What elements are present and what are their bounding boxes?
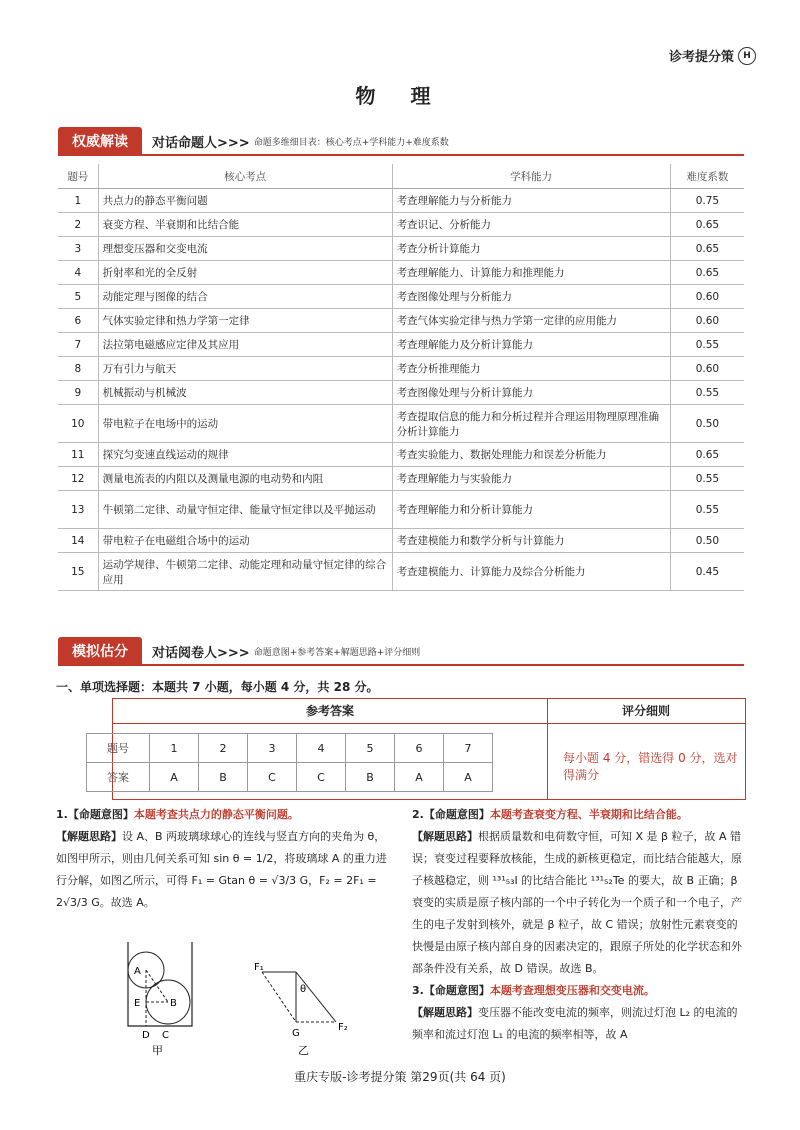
core-topic: 法拉第电磁感应定律及其应用	[98, 333, 392, 357]
label-a: A	[134, 966, 141, 977]
label-c: C	[162, 1030, 169, 1041]
table-row	[87, 763, 493, 792]
subject-ability: 考查建模能力和数学分析与计算能力	[392, 529, 670, 553]
subject-ability: 考查理解能力与分析能力	[392, 189, 670, 213]
subject-ability: 考查提取信息的能力和分析过程并合理运用物理原理准确分析计算能力	[392, 405, 670, 443]
table-row	[58, 467, 744, 491]
question-number: 2	[199, 734, 248, 763]
question-number: 5	[346, 734, 395, 763]
col-header: 核心考点	[98, 164, 392, 189]
figure-yi	[250, 940, 360, 1058]
figure-jia	[110, 940, 210, 1058]
question-number: 3	[248, 734, 297, 763]
q1-intent: 本题考查共点力的静态平衡问题。	[133, 808, 299, 821]
question-number: 11	[58, 443, 98, 467]
answer-key: B	[199, 763, 248, 792]
core-topic: 万有引力与航天	[98, 357, 392, 381]
table-row	[58, 189, 744, 213]
subject-ability: 考查气体实验定律与热力学第一定律的应用能力	[392, 309, 670, 333]
subject-ability: 考查建模能力、计算能力及综合分析能力	[392, 553, 670, 591]
subject-ability: 考查理解能力、计算能力和推理能力	[392, 261, 670, 285]
table-row	[87, 734, 493, 763]
difficulty-coefficient: 0.75	[670, 189, 744, 213]
answer-key: A	[395, 763, 444, 792]
subject-ability: 考查图像处理与分析计算能力	[392, 381, 670, 405]
subject-ability: 考查识记、分析能力	[392, 213, 670, 237]
core-topic: 衰变方程、半衰期和比结合能	[98, 213, 392, 237]
question-number: 4	[58, 261, 98, 285]
subject-ability: 考查理解能力和分析计算能力	[392, 491, 670, 529]
question-number: 1	[150, 734, 199, 763]
brand-name: 诊考提分策	[668, 50, 734, 65]
label-theta: θ	[300, 984, 307, 995]
answer-key: C	[248, 763, 297, 792]
section-tag: 模拟估分	[58, 637, 142, 665]
difficulty-coefficient: 0.55	[670, 381, 744, 405]
table-row	[58, 357, 744, 381]
figure-name: 甲	[152, 1044, 163, 1057]
question-number: 1	[58, 189, 98, 213]
figure-name: 乙	[298, 1044, 309, 1057]
core-topic: 测量电流表的内阻以及测量电源的电动势和内阻	[98, 467, 392, 491]
answer-key: C	[297, 763, 346, 792]
q3-number: 3.	[412, 984, 424, 997]
label-f2: F₂	[338, 1022, 348, 1033]
question-number: 5	[58, 285, 98, 309]
brand-logo-icon: H	[738, 47, 756, 65]
subject-ability: 考查理解能力及分析计算能力	[392, 333, 670, 357]
core-topic: 共点力的静态平衡问题	[98, 189, 392, 213]
core-topic: 牛顿第二定律、动量守恒定律、能量守恒定律以及平抛运动	[98, 491, 392, 529]
section-tag: 权威解读	[58, 127, 142, 155]
q2-intent-tag: 【命题意图】	[423, 808, 490, 821]
question-number: 6	[58, 309, 98, 333]
section-sub: 命题多维细目表：核心考点+学科能力+难度系数	[253, 137, 449, 148]
subject-ability: 考查理解能力与实验能力	[392, 467, 670, 491]
question-number: 3	[58, 237, 98, 261]
label-e: E	[134, 998, 141, 1009]
row-label: 答案	[87, 763, 150, 792]
section-header-authority	[58, 128, 744, 156]
core-topic: 探究匀变速直线运动的规律	[98, 443, 392, 467]
question-number: 12	[58, 467, 98, 491]
q2-q3-explanation	[412, 804, 746, 1046]
question-number: 13	[58, 491, 98, 529]
q2-intent: 本题考查衰变方程、半衰期和比结合能。	[489, 808, 688, 821]
table-body	[58, 189, 744, 591]
difficulty-coefficient: 0.55	[670, 467, 744, 491]
q1-number: 1.	[56, 808, 68, 821]
q3-approach-tag: 【解题思路】	[412, 1006, 478, 1019]
mc-heading: 一、单项选择题：本题共 7 小题，每小题 4 分，共 28 分。	[56, 680, 379, 694]
label-d: D	[142, 1030, 150, 1041]
brand	[669, 46, 756, 65]
question-number: 7	[58, 333, 98, 357]
difficulty-coefficient: 0.55	[670, 333, 744, 357]
core-topic: 动能定理与图像的结合	[98, 285, 392, 309]
answer-key: B	[346, 763, 395, 792]
difficulty-coefficient: 0.65	[670, 443, 744, 467]
subject-ability: 考查图像处理与分析能力	[392, 285, 670, 309]
table-row	[58, 237, 744, 261]
table-row	[58, 405, 744, 443]
exam-specification-table	[58, 164, 744, 591]
label-g: G	[292, 1028, 300, 1039]
difficulty-coefficient: 0.50	[670, 405, 744, 443]
question-number: 14	[58, 529, 98, 553]
page-title: 物 理	[355, 84, 445, 108]
table-row	[58, 213, 744, 237]
difficulty-coefficient: 0.65	[670, 213, 744, 237]
question-number: 10	[58, 405, 98, 443]
rubric-text: 每小题 4 分，错选得 0 分，选对得满分	[563, 751, 738, 782]
table-row	[58, 333, 744, 357]
core-topic: 理想变压器和交变电流	[98, 237, 392, 261]
q3-approach: 变压器不能改变电流的频率，则流过灯泡 L₂ 的电流的频率和流过灯泡 L₁ 的电流的频率相等，故 A	[412, 1006, 738, 1041]
q1-intent-tag: 【命题意图】	[67, 808, 134, 821]
col-header: 题号	[58, 164, 98, 189]
subject-ability: 考查分析推理能力	[392, 357, 670, 381]
core-topic: 带电粒子在电磁组合场中的运动	[98, 529, 392, 553]
table-row	[58, 553, 744, 591]
q3-intent-tag: 【命题意图】	[423, 984, 490, 997]
difficulty-coefficient: 0.60	[670, 357, 744, 381]
table-header-row	[58, 164, 744, 189]
difficulty-coefficient: 0.65	[670, 237, 744, 261]
subject-ability: 考查实验能力、数据处理能力和误差分析能力	[392, 443, 670, 467]
question-number: 15	[58, 553, 98, 591]
question-number: 7	[444, 734, 493, 763]
q1-explanation	[56, 804, 396, 914]
core-topic: 气体实验定律和热力学第一定律	[98, 309, 392, 333]
core-topic: 机械振动与机械波	[98, 381, 392, 405]
row-label: 题号	[87, 734, 150, 763]
table-row	[58, 443, 744, 467]
answer-key-table	[86, 733, 493, 792]
label-f1: F₁	[254, 962, 264, 973]
answer-key: A	[444, 763, 493, 792]
table-row	[58, 529, 744, 553]
col-header: 难度系数	[670, 164, 744, 189]
difficulty-coefficient: 0.55	[670, 491, 744, 529]
section-sub: 命题意图+参考答案+解题思路+评分细则	[253, 647, 421, 658]
table-row	[58, 285, 744, 309]
question-number: 4	[297, 734, 346, 763]
question-number: 9	[58, 381, 98, 405]
section-main: 对话命题人>>>	[152, 135, 250, 151]
difficulty-coefficient: 0.65	[670, 261, 744, 285]
table-row	[58, 261, 744, 285]
question-number: 2	[58, 213, 98, 237]
section-main: 对话阅卷人>>>	[152, 645, 250, 661]
section-header-simulation	[58, 638, 744, 666]
rubric-label: 评分细则	[547, 699, 745, 724]
question-number: 6	[395, 734, 444, 763]
table-row	[58, 309, 744, 333]
difficulty-coefficient: 0.45	[670, 553, 744, 591]
core-topic: 带电粒子在电场中的运动	[98, 405, 392, 443]
q2-approach: 根据质量数和电荷数守恒，可知 X 是 β 粒子，故 A 错误；衰变过程要释放核能，生成的新核更稳定，而比结合能越大，原子核越稳定，则 ¹³¹₅₃I 的比结合能比 ¹³¹₅₂Te 的要大，故 B 正确；β 衰变的实质是原子核内部的一个中子转化为一个质子和一个电子，产生的电子发射到核外，就是 β 粒子，故 C 错误；放射性元素衰变的快慢是由原子核内部自身的因素决定的，跟原子所处的化学状态和外部条件没有关系，故 D 错误。故选 B。	[412, 830, 742, 975]
q3-intent: 本题考查理想变压器和交变电流。	[489, 984, 655, 997]
q2-approach-tag: 【解题思路】	[412, 830, 478, 843]
difficulty-coefficient: 0.50	[670, 529, 744, 553]
question-number: 8	[58, 357, 98, 381]
core-topic: 折射率和光的全反射	[98, 261, 392, 285]
q1-approach: 设 A、B 两玻璃球球心的连线与竖直方向的夹角为 θ，如图甲所示，则由几何关系可知 sin θ = 1/2，将玻璃球 A 的重力进行分解，如图乙所示，可得 F₁ = Gtan θ = √3/3 G，F₂ = 2F₁ = 2√3/3 G。故选 A。	[56, 830, 387, 909]
col-header: 学科能力	[392, 164, 670, 189]
answer-key: A	[150, 763, 199, 792]
table-row	[58, 381, 744, 405]
label-b: B	[170, 998, 177, 1009]
subject-ability: 考查分析计算能力	[392, 237, 670, 261]
divider	[547, 699, 548, 799]
q1-approach-tag: 【解题思路】	[56, 830, 122, 843]
page-footer: 重庆专版-诊考提分策 第29页(共 64 页)	[294, 1070, 506, 1084]
difficulty-coefficient: 0.60	[670, 285, 744, 309]
q2-number: 2.	[412, 808, 424, 821]
ref-answer-label: 参考答案	[113, 699, 547, 724]
table-row	[58, 491, 744, 529]
difficulty-coefficient: 0.60	[670, 309, 744, 333]
core-topic: 运动学规律、牛顿第二定律、动能定理和动量守恒定律的综合应用	[98, 553, 392, 591]
